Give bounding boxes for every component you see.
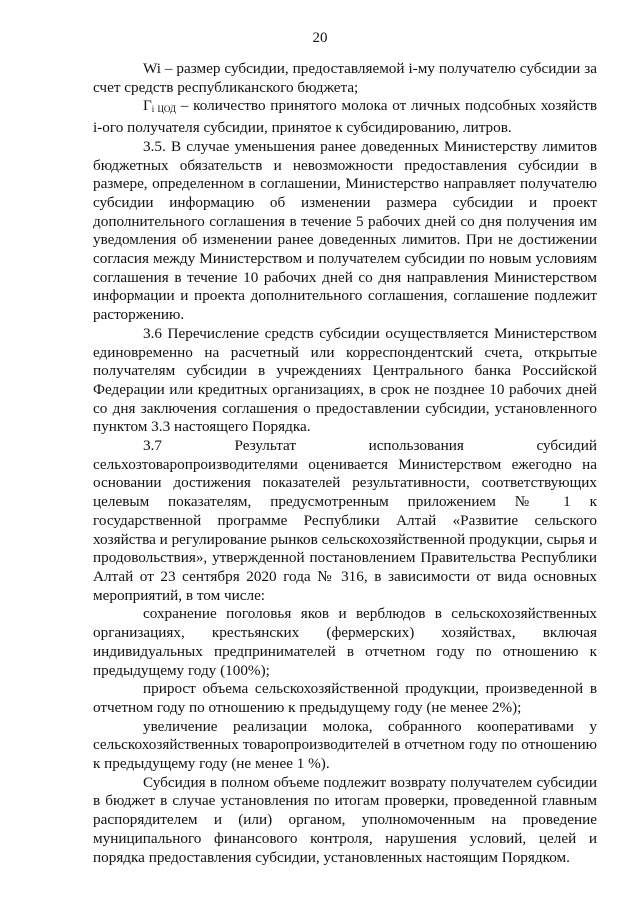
list-item-production-growth: прирост объема сельскохозяйственной продукции, произведенной в отчетном году по отношению к предыдущему году (не менее 2%);: [93, 680, 597, 716]
list-item-yaks-camels: сохранение поголовья яков и верблюдов в сельскохозяйственных организациях, крестьянских (фермерских) хозяйствах, включая индивидуальных предпринимателей в отчетном году по отношению к предыдущему году (100%);: [93, 605, 597, 679]
paragraph-3-5: 3.5. В случае уменьшения ранее доведенных Министерству лимитов бюджетных обязательств и невозможности предоставления субсидии в размере, определенном в соглашении, Министерство направляет получателю субсидии информацию об изменении размера субсидии и проект дополнительного соглашения в течение 5 рабочих дней со дня получения им уведомления об изменении ранее доведенных лимитов. При не достижении согласия между Министерством и получателем субсидии по новым условиям соглашения в течение 10 рабочих дней со дня направления Министерством информации и проекта дополнительного соглашения, соглашение подлежит расторжению.: [93, 137, 597, 324]
paragraph-wi-definition: Wi – размер субсидии, предоставляемой i-му получателю субсидии за счет средств республиканского бюджета;: [93, 60, 597, 96]
heading-word-usage: использования: [368, 437, 464, 455]
paragraph-3-6: 3.6 Перечисление средств субсидии осуществляется Министерством единовременно на расчетный или корреспондентский счета, открытые получателям субсидии в учреждениях Центрального банка Российской Федерации или кредитных организациях, в срок не позднее 10 рабочих дней со дня заключения соглашения о предоставлении субсидии, установленного пунктом 3.3 настоящего Порядка.: [93, 324, 597, 436]
gi-definition-text: – количество принятого молока от личных подсобных хозяйств i-ого получателя субсидии, принятое к субсидированию, литров.: [93, 97, 598, 137]
heading-word-result: Результат: [234, 437, 297, 455]
list-item-milk-sales: увеличение реализации молока, собранного кооперативами у сельскохозяйственных товаропроизводителей в отчетном году по отношению к предыдущему году (не менее 1 %).: [93, 717, 597, 773]
paragraph-3-7-body: сельхозтоваропроизводителями оценивается Министерством ежегодно на основании достижения показателей результативности, соответствующих целевым показателям, предусмотренным приложением № 1 к государственной программе Республики Алтай «Развитие сельского хозяйства и регулирование рынков сельскохозяйственной продукции, сырья и продовольствия», утвержденной постановлением Правительства Республики Алтай от 23 сентября 2020 года № 316, в зависимости от вида основных мероприятий, в том числе:: [93, 455, 597, 604]
paragraph-3-7-heading: [93, 437, 597, 456]
body-text: [93, 60, 597, 867]
paragraph-gi-definition: [93, 97, 597, 137]
paragraph-refund: Субсидия в полном объеме подлежит возврату получателем субсидии в бюджет в случае установления по итогам проверки, проведенной главным распорядителем и (или) органом, уполномоченным на проведение муниципального финансового контроля, нарушения условий, целей и порядка предоставления субсидии, установленных настоящим Порядком.: [93, 773, 597, 866]
heading-word-subsidies: субсидий: [536, 437, 597, 455]
clause-number: 3.7: [143, 437, 162, 455]
page-number: 20: [312, 30, 328, 46]
symbol-g: Г: [143, 97, 152, 115]
symbol-g-subscript: i ЦОД: [151, 104, 177, 115]
